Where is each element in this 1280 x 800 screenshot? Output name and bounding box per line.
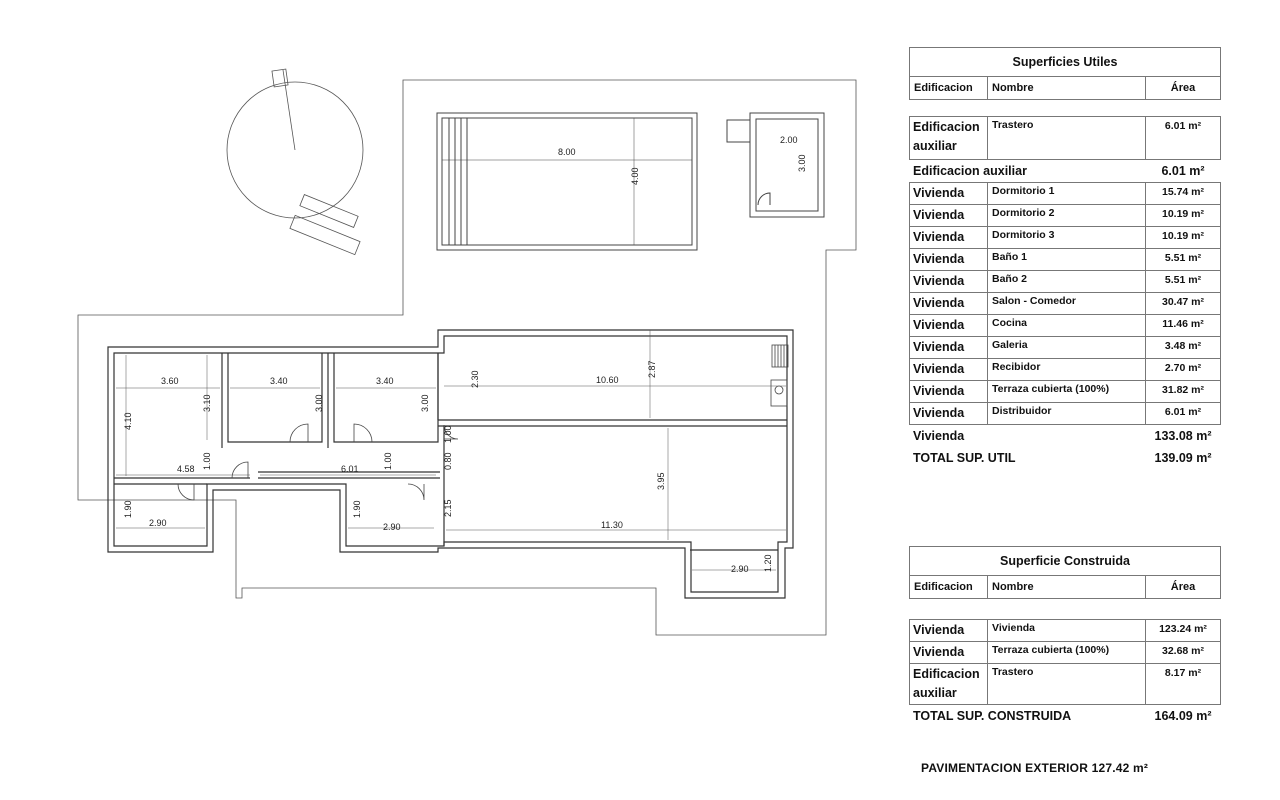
dim-bath1-h: 1.90 (123, 500, 133, 518)
table-row (909, 249, 1221, 271)
dim-bath1-w: 2.90 (149, 518, 167, 528)
dim-room2-depth: 3.00 (314, 394, 324, 412)
row-area: 11.46 m² (1162, 318, 1204, 330)
dim-terrace-w: 10.60 (596, 375, 619, 385)
row-edificacion: Vivienda (910, 315, 988, 336)
row-nombre: Dormitorio 3 (988, 227, 1146, 248)
construida-header (909, 576, 1221, 599)
kitchen-sink (771, 345, 788, 406)
dim-bath2-w: 2.90 (383, 522, 401, 532)
utiles-viv-body (909, 182, 1221, 425)
row-area: 30.47 m² (1161, 296, 1205, 308)
storage-shed (727, 113, 824, 217)
row-edificacion: Vivienda (910, 381, 988, 402)
row-area: 10.19 m² (1161, 230, 1205, 242)
row-area: 2.70 m² (1164, 362, 1202, 374)
subtotal-aux-area: 6.01 m² (1161, 164, 1205, 178)
header-area: Área (1170, 82, 1196, 94)
dim-corridor-a: 4.58 (177, 464, 195, 474)
table-row (909, 642, 1221, 664)
subtotal-viv-area: 133.08 m² (1154, 429, 1212, 443)
pool (437, 113, 697, 250)
header-area: Área (1170, 581, 1196, 593)
dim-hall-h: 1.00 (443, 425, 453, 443)
utiles-header (909, 77, 1221, 100)
dim-hall-h3: 2.15 (443, 499, 453, 517)
total-construida-area: 164.09 m² (1154, 709, 1212, 723)
doors (178, 424, 458, 500)
table-row (909, 293, 1221, 315)
utiles-table (909, 47, 1221, 469)
header-edificacion: Edificacion (910, 576, 988, 598)
row-area: 8.17 m² (1164, 667, 1202, 679)
dim-shed-width: 2.00 (780, 135, 798, 145)
total-util-area: 139.09 m² (1154, 451, 1212, 465)
row-edificacion: Vivienda (910, 293, 988, 314)
row-edificacion: Vivienda (910, 337, 988, 358)
dim-room1-inner: 3.10 (202, 394, 212, 412)
row-area: 15.74 m² (1161, 186, 1205, 198)
row-nombre: Cocina (988, 315, 1146, 336)
row-nombre: Recibidor (988, 359, 1146, 380)
row-area: 6.01 m² (1164, 406, 1202, 418)
row-nombre: Vivienda (988, 620, 1146, 641)
header-nombre: Nombre (988, 576, 1146, 598)
table-row (909, 337, 1221, 359)
tank-pad-1 (290, 215, 360, 254)
row-area: 31.82 m² (1161, 384, 1205, 396)
header-edificacion: Edificacion (910, 77, 988, 99)
row-edificacion: Vivienda (910, 249, 988, 270)
dim-corridor-b-h: 1.00 (383, 452, 393, 470)
row-area: 6.01 m² (1164, 120, 1202, 132)
subtotal-viv (909, 425, 1221, 447)
table-row (909, 117, 1221, 160)
dim-room2-width: 3.40 (270, 376, 288, 386)
row-area: 10.19 m² (1161, 208, 1205, 220)
dim-room3-width: 3.40 (376, 376, 394, 386)
table-row (909, 227, 1221, 249)
header-nombre: Nombre (988, 77, 1146, 99)
row-area: 32.68 m² (1161, 645, 1205, 657)
construida-body (909, 619, 1221, 705)
row-nombre: Trastero (988, 664, 1146, 704)
dim-terrace-h: 2.30 (470, 370, 480, 388)
table-row (909, 183, 1221, 205)
dim-laundry-w: 2.90 (731, 564, 749, 574)
row-area: 123.24 m² (1159, 623, 1207, 635)
dim-living-w: 11.30 (601, 520, 623, 530)
row-edificacion: Vivienda (910, 642, 988, 663)
table-row (909, 205, 1221, 227)
pavimentacion-exterior: PAVIMENTACION EXTERIOR 127.42 m² (921, 761, 1149, 775)
construida-table (909, 546, 1221, 727)
dim-corridor-a-h: 1.00 (202, 452, 212, 470)
table-row (909, 664, 1221, 705)
subtotal-viv-label: Vivienda (913, 429, 965, 443)
subtotal-aux-label: Edificacion auxiliar (913, 164, 1027, 178)
row-edificacion: Vivienda (910, 620, 988, 641)
table-row (909, 359, 1221, 381)
table-row (909, 315, 1221, 337)
row-edificacion: Vivienda (910, 403, 988, 424)
row-area: 3.48 m² (1164, 340, 1202, 352)
total-util (909, 447, 1221, 469)
row-nombre: Terraza cubierta (100%) (988, 642, 1146, 663)
construida-title: Superficie Construida (909, 546, 1221, 576)
total-util-label: TOTAL SUP. UTIL (913, 451, 1016, 465)
dim-living-d: 3.95 (656, 472, 666, 490)
table-row (909, 620, 1221, 642)
row-edificacion: Vivienda (910, 227, 988, 248)
utiles-body (909, 116, 1221, 160)
row-area: 5.51 m² (1164, 274, 1202, 286)
dim-shed-depth: 3.00 (797, 154, 807, 172)
row-edificacion: Vivienda (910, 271, 988, 292)
utiles-title: Superficies Utiles (909, 47, 1221, 77)
row-nombre: Distribuidor (988, 403, 1146, 424)
subtotal-aux (909, 160, 1221, 182)
dim-room1-width: 3.60 (161, 376, 179, 386)
table-row (909, 403, 1221, 425)
row-nombre: Trastero (988, 117, 1146, 159)
total-construida (909, 705, 1221, 727)
dim-room1-depth: 4.10 (123, 412, 133, 430)
row-nombre: Baño 1 (988, 249, 1146, 270)
row-nombre: Salon - Comedor (988, 293, 1146, 314)
row-edificacion: Vivienda (910, 183, 988, 204)
dim-pool-length: 8.00 (558, 147, 576, 157)
table-row (909, 381, 1221, 403)
row-edificacion: Vivienda (910, 205, 988, 226)
row-nombre: Dormitorio 2 (988, 205, 1146, 226)
row-area: 5.51 m² (1164, 252, 1202, 264)
dim-terrace-d: 2.87 (647, 360, 657, 378)
row-nombre: Terraza cubierta (100%) (988, 381, 1146, 402)
row-nombre: Baño 2 (988, 271, 1146, 292)
dim-hall-h2: 0.80 (443, 452, 453, 470)
row-nombre: Galeria (988, 337, 1146, 358)
dim-laundry-h: 1.20 (763, 554, 773, 572)
tank-pad-2 (300, 195, 358, 228)
total-construida-label: TOTAL SUP. CONSTRUIDA (913, 709, 1072, 723)
row-edificacion: Edificacion auxiliar (910, 664, 988, 704)
row-edificacion: Edificacion auxiliar (910, 117, 988, 159)
row-nombre: Dormitorio 1 (988, 183, 1146, 204)
dim-bath2-h: 1.90 (352, 500, 362, 518)
dim-room3-depth: 3.00 (420, 394, 430, 412)
dim-corridor-b: 6.01 (341, 464, 359, 474)
table-row (909, 271, 1221, 293)
row-edificacion: Vivienda (910, 359, 988, 380)
dim-pool-width: 4.00 (630, 167, 640, 185)
